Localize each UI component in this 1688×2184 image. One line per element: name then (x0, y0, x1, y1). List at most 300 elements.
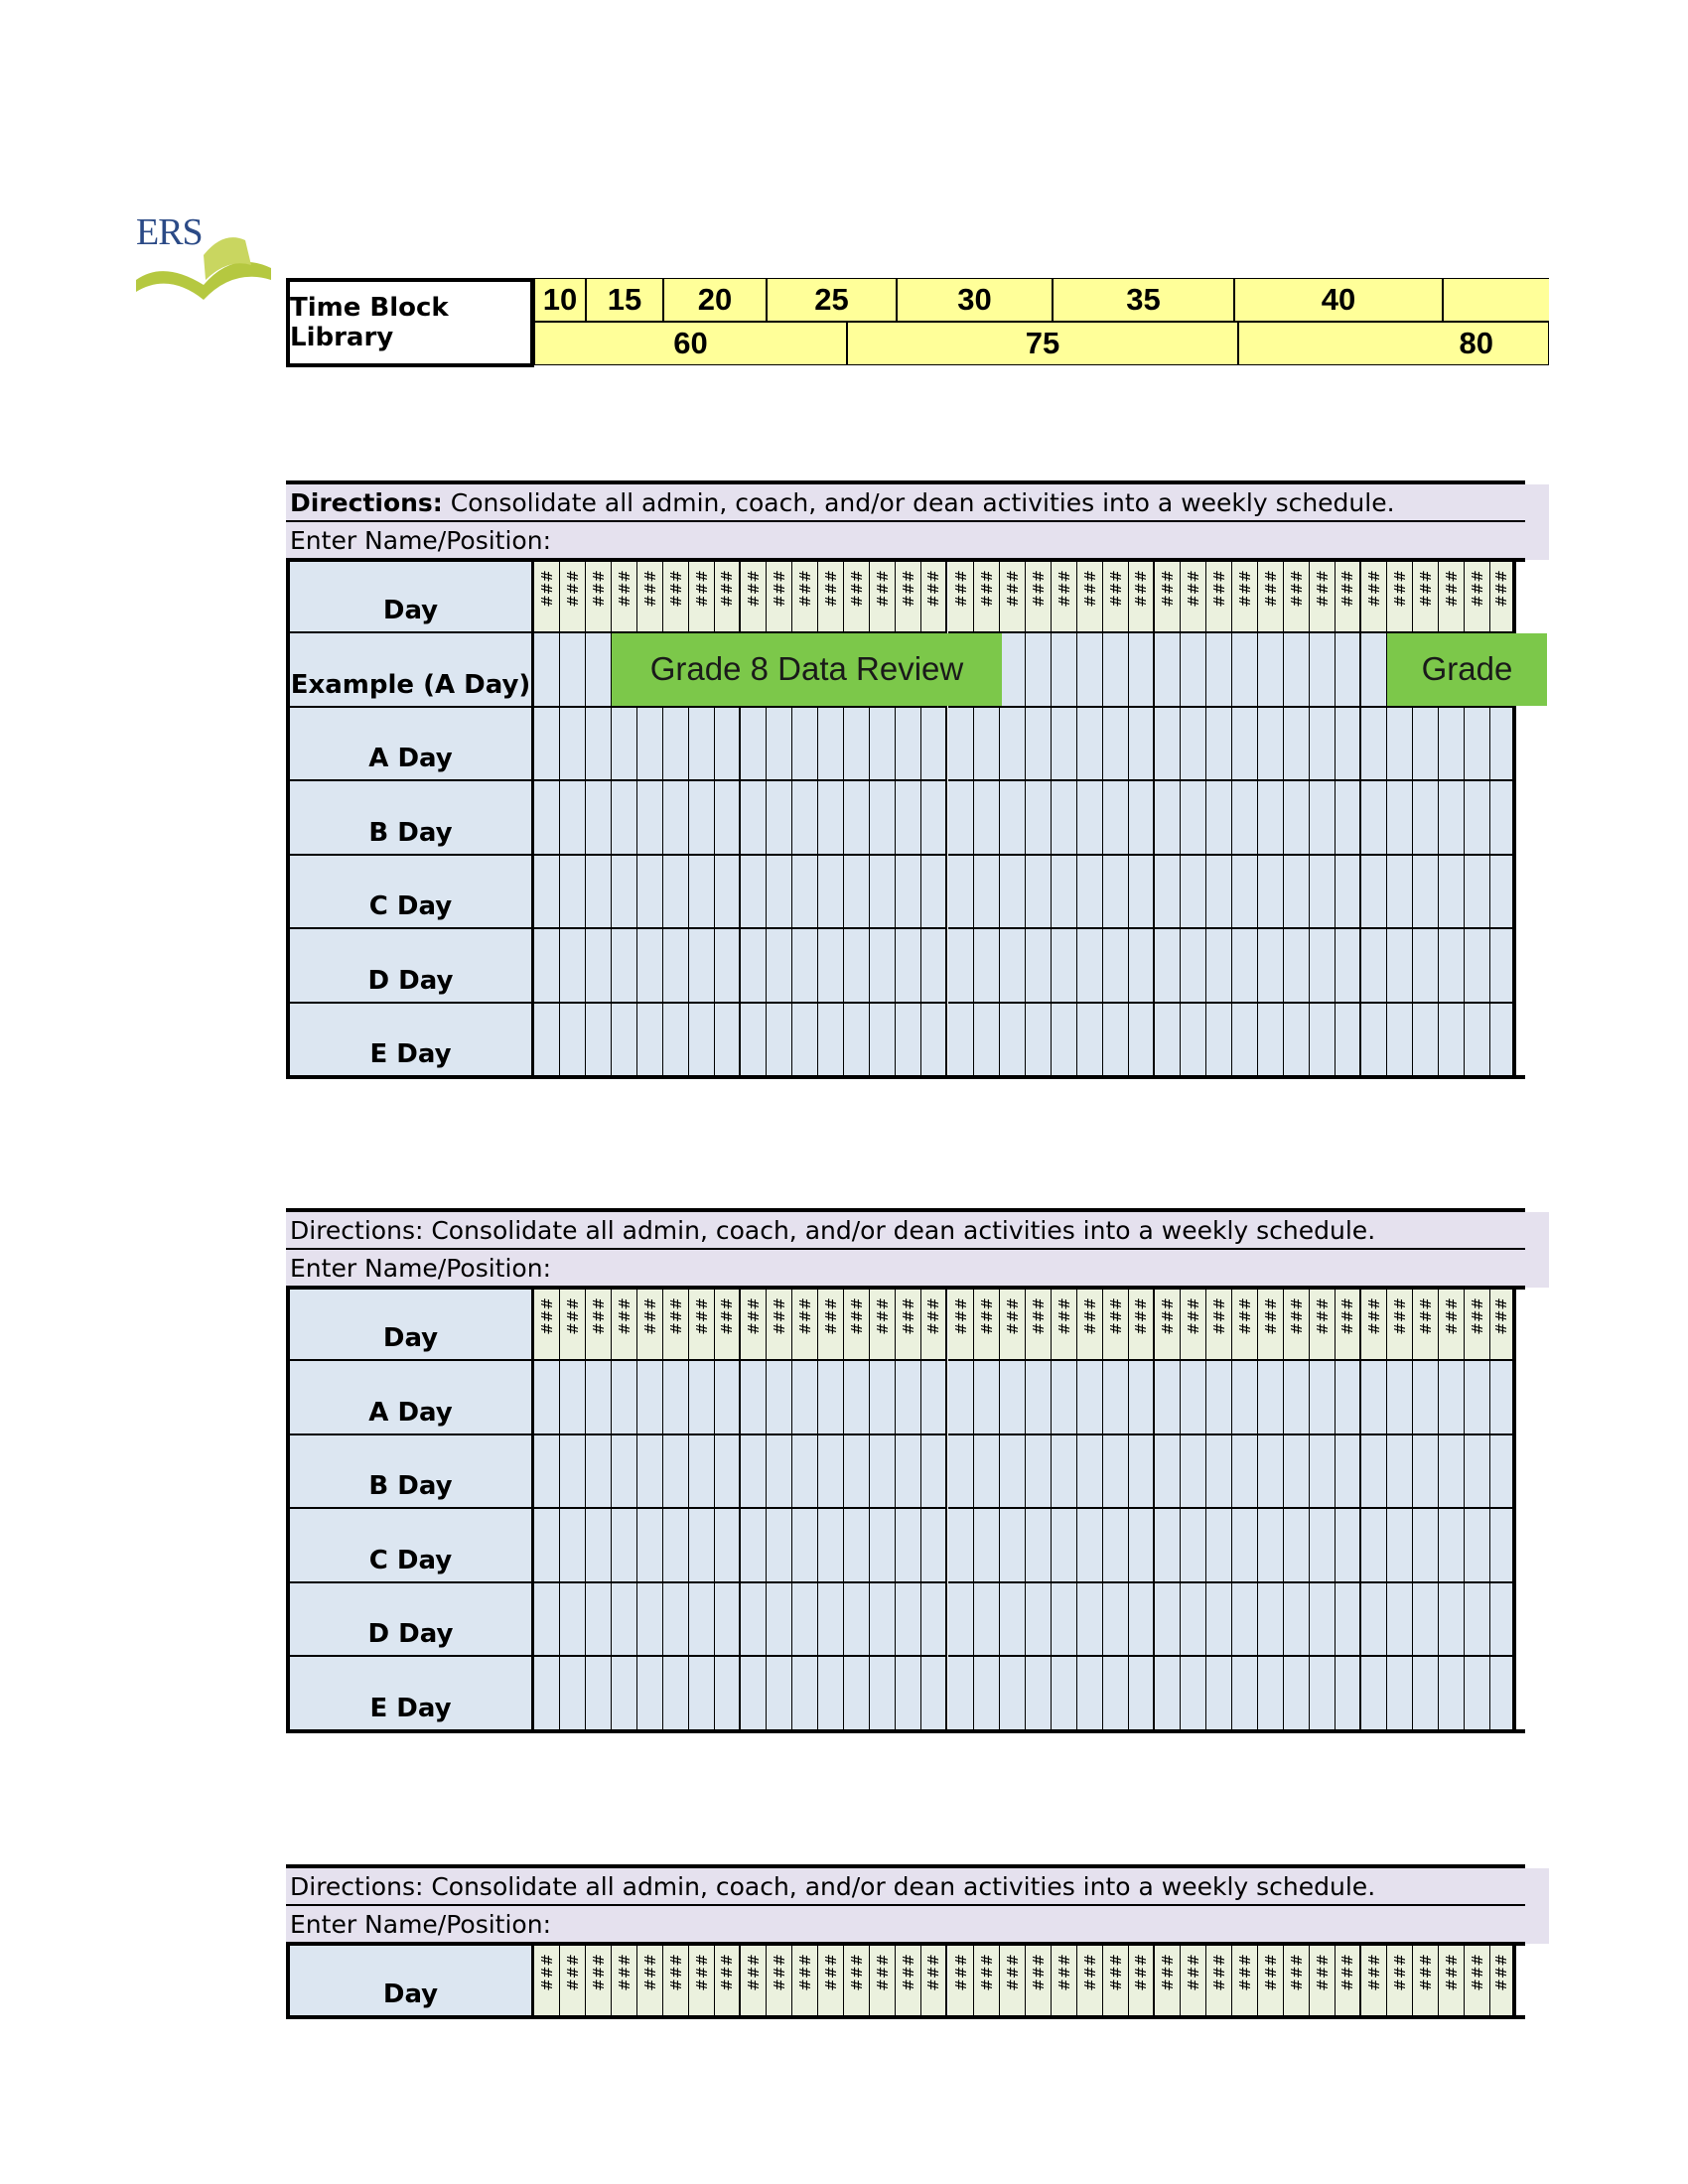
schedule-cell[interactable] (1129, 1509, 1155, 1583)
schedule-cell[interactable] (534, 633, 560, 708)
schedule-cell[interactable] (896, 1583, 921, 1658)
schedule-cell[interactable] (1155, 781, 1181, 856)
schedule-cell[interactable] (1026, 1657, 1052, 1731)
schedule-cell[interactable] (1258, 1435, 1284, 1510)
schedule-cell[interactable] (1103, 781, 1129, 856)
schedule-cell[interactable] (560, 1509, 586, 1583)
schedule-cell[interactable] (1232, 856, 1258, 930)
schedule-cell[interactable] (1206, 1657, 1232, 1731)
schedule-cell[interactable] (1490, 1004, 1516, 1078)
schedule-cell[interactable] (612, 1657, 637, 1731)
schedule-cell[interactable] (1465, 1509, 1490, 1583)
schedule-cell[interactable] (1439, 1657, 1465, 1731)
schedule-cell[interactable] (1387, 929, 1413, 1004)
schedule-cell[interactable] (1284, 1583, 1310, 1658)
schedule-cell[interactable] (1000, 1657, 1026, 1731)
schedule-cell[interactable] (1361, 929, 1387, 1004)
schedule-cell[interactable] (870, 1004, 896, 1078)
schedule-cell[interactable] (921, 929, 947, 1004)
schedule-cell[interactable] (741, 856, 767, 930)
schedule-cell[interactable] (1336, 1583, 1361, 1658)
schedule-cell[interactable] (1026, 781, 1052, 856)
schedule-cell[interactable] (1284, 856, 1310, 930)
schedule-cell[interactable] (1465, 781, 1490, 856)
schedule-cell[interactable] (1181, 633, 1206, 708)
schedule-cell[interactable] (767, 929, 792, 1004)
schedule-cell[interactable] (1413, 1657, 1439, 1731)
schedule-cell[interactable] (637, 708, 663, 782)
schedule-cell[interactable] (948, 1657, 974, 1731)
schedule-cell[interactable] (792, 708, 818, 782)
schedule-cell[interactable] (1361, 708, 1387, 782)
schedule-cell[interactable] (870, 781, 896, 856)
schedule-cell[interactable] (1026, 856, 1052, 930)
schedule-cell[interactable] (741, 1004, 767, 1078)
schedule-cell[interactable] (586, 781, 612, 856)
schedule-cell[interactable] (612, 856, 637, 930)
schedule-cell[interactable] (792, 1435, 818, 1510)
schedule-cell[interactable] (1361, 633, 1387, 708)
schedule-cell[interactable] (1000, 1004, 1026, 1078)
schedule-cell[interactable] (921, 1004, 947, 1078)
schedule-cell[interactable] (1052, 929, 1077, 1004)
schedule-cell[interactable] (1181, 781, 1206, 856)
schedule-cell[interactable] (1413, 1435, 1439, 1510)
schedule-cell[interactable] (534, 856, 560, 930)
schedule-cell[interactable] (767, 781, 792, 856)
schedule-cell[interactable] (1206, 1435, 1232, 1510)
schedule-cell[interactable] (1490, 856, 1516, 930)
schedule-cell[interactable] (1077, 1583, 1103, 1658)
schedule-cell[interactable] (844, 1657, 870, 1731)
schedule-cell[interactable] (1077, 781, 1103, 856)
schedule-cell[interactable] (1232, 708, 1258, 782)
schedule-cell[interactable] (1000, 633, 1026, 708)
schedule-cell[interactable] (792, 1509, 818, 1583)
schedule-cell[interactable] (1439, 1435, 1465, 1510)
schedule-cell[interactable] (1387, 1435, 1413, 1510)
schedule-cell[interactable] (689, 1657, 715, 1731)
schedule-cell[interactable] (1336, 708, 1361, 782)
schedule-cell[interactable] (1284, 633, 1310, 708)
schedule-cell[interactable] (741, 781, 767, 856)
schedule-cell[interactable] (1413, 781, 1439, 856)
schedule-cell[interactable] (1387, 708, 1413, 782)
schedule-cell[interactable] (612, 1583, 637, 1658)
schedule-cell[interactable] (1284, 1435, 1310, 1510)
name-position-input[interactable]: Enter Name/Position: (286, 522, 1549, 560)
schedule-cell[interactable] (715, 1004, 741, 1078)
schedule-cell[interactable] (1155, 1509, 1181, 1583)
schedule-cell[interactable] (1310, 856, 1336, 930)
schedule-cell[interactable] (1284, 1657, 1310, 1731)
schedule-cell[interactable] (767, 708, 792, 782)
schedule-cell[interactable] (560, 1657, 586, 1731)
schedule-cell[interactable] (974, 929, 1000, 1004)
schedule-cell[interactable] (637, 1657, 663, 1731)
schedule-cell[interactable] (741, 708, 767, 782)
schedule-cell[interactable] (921, 1509, 947, 1583)
schedule-cell[interactable] (1258, 1657, 1284, 1731)
schedule-cell[interactable] (1361, 781, 1387, 856)
schedule-cell[interactable] (1232, 1361, 1258, 1435)
schedule-cell[interactable] (586, 1435, 612, 1510)
schedule-cell[interactable] (715, 1583, 741, 1658)
schedule-cell[interactable] (1206, 1361, 1232, 1435)
schedule-cell[interactable] (534, 1361, 560, 1435)
schedule-cell[interactable] (844, 1509, 870, 1583)
schedule-cell[interactable] (1465, 1004, 1490, 1078)
schedule-cell[interactable] (948, 929, 974, 1004)
schedule-cell[interactable] (1077, 633, 1103, 708)
schedule-cell[interactable] (612, 708, 637, 782)
schedule-cell[interactable] (792, 1657, 818, 1731)
schedule-cell[interactable] (1206, 856, 1232, 930)
schedule-cell[interactable] (1284, 708, 1310, 782)
schedule-cell[interactable] (560, 633, 586, 708)
schedule-cell[interactable] (560, 929, 586, 1004)
schedule-cell[interactable] (1439, 1509, 1465, 1583)
schedule-cell[interactable] (586, 1657, 612, 1731)
schedule-cell[interactable] (637, 1583, 663, 1658)
schedule-cell[interactable] (612, 929, 637, 1004)
schedule-cell[interactable] (1103, 633, 1129, 708)
schedule-cell[interactable] (844, 856, 870, 930)
schedule-cell[interactable] (1336, 1435, 1361, 1510)
schedule-cell[interactable] (612, 781, 637, 856)
schedule-cell[interactable] (715, 1361, 741, 1435)
schedule-cell[interactable] (896, 856, 921, 930)
schedule-cell[interactable] (1155, 1657, 1181, 1731)
schedule-cell[interactable] (1052, 1509, 1077, 1583)
schedule-cell[interactable] (818, 1435, 844, 1510)
schedule-cell[interactable] (1336, 1509, 1361, 1583)
schedule-cell[interactable] (1129, 1657, 1155, 1731)
schedule-cell[interactable] (741, 1583, 767, 1658)
schedule-cell[interactable] (1258, 1509, 1284, 1583)
schedule-cell[interactable] (560, 1004, 586, 1078)
schedule-cell[interactable] (1361, 1435, 1387, 1510)
schedule-cell[interactable] (1155, 1435, 1181, 1510)
schedule-cell[interactable] (1310, 633, 1336, 708)
schedule-cell[interactable] (663, 1004, 689, 1078)
schedule-cell[interactable] (560, 1361, 586, 1435)
schedule-cell[interactable] (534, 1583, 560, 1658)
schedule-cell[interactable] (1026, 708, 1052, 782)
schedule-cell[interactable] (1413, 1509, 1439, 1583)
schedule-cell[interactable] (1129, 1004, 1155, 1078)
schedule-cell[interactable] (818, 708, 844, 782)
schedule-cell[interactable] (948, 1004, 974, 1078)
schedule-cell[interactable] (1000, 708, 1026, 782)
schedule-cell[interactable] (1181, 708, 1206, 782)
schedule-cell[interactable] (974, 1361, 1000, 1435)
schedule-cell[interactable] (1258, 1583, 1284, 1658)
schedule-cell[interactable] (1077, 1361, 1103, 1435)
schedule-cell[interactable] (1000, 1435, 1026, 1510)
schedule-cell[interactable] (974, 1004, 1000, 1078)
schedule-cell[interactable] (870, 1657, 896, 1731)
schedule-cell[interactable] (1284, 781, 1310, 856)
schedule-cell[interactable] (1077, 1004, 1103, 1078)
schedule-cell[interactable] (715, 856, 741, 930)
schedule-cell[interactable] (1387, 1657, 1413, 1731)
schedule-cell[interactable] (1052, 708, 1077, 782)
schedule-cell[interactable] (1181, 1004, 1206, 1078)
schedule-cell[interactable] (1439, 1361, 1465, 1435)
schedule-cell[interactable] (1077, 1435, 1103, 1510)
schedule-cell[interactable] (1361, 1509, 1387, 1583)
schedule-cell[interactable] (1077, 856, 1103, 930)
schedule-cell[interactable] (1155, 1361, 1181, 1435)
schedule-cell[interactable] (586, 856, 612, 930)
schedule-cell[interactable] (689, 781, 715, 856)
schedule-cell[interactable] (767, 1583, 792, 1658)
schedule-cell[interactable] (1284, 1361, 1310, 1435)
schedule-cell[interactable] (1258, 929, 1284, 1004)
schedule-cell[interactable] (1439, 929, 1465, 1004)
schedule-cell[interactable] (1439, 856, 1465, 930)
schedule-cell[interactable] (715, 1509, 741, 1583)
schedule-cell[interactable] (1052, 781, 1077, 856)
schedule-cell[interactable] (870, 1583, 896, 1658)
schedule-cell[interactable] (1387, 781, 1413, 856)
schedule-cell[interactable] (767, 1657, 792, 1731)
schedule-cell[interactable] (1181, 1361, 1206, 1435)
schedule-cell[interactable] (1413, 1004, 1439, 1078)
schedule-cell[interactable] (948, 1435, 974, 1510)
schedule-cell[interactable] (1336, 1657, 1361, 1731)
schedule-cell[interactable] (663, 1657, 689, 1731)
schedule-cell[interactable] (948, 1583, 974, 1658)
schedule-cell[interactable] (974, 856, 1000, 930)
schedule-cell[interactable] (1439, 1004, 1465, 1078)
schedule-cell[interactable] (1490, 781, 1516, 856)
name-position-input[interactable]: Enter Name/Position: (286, 1906, 1549, 1944)
schedule-cell[interactable] (767, 1509, 792, 1583)
schedule-cell[interactable] (974, 1657, 1000, 1731)
schedule-cell[interactable] (1490, 1361, 1516, 1435)
schedule-cell[interactable] (1490, 929, 1516, 1004)
schedule-cell[interactable] (792, 856, 818, 930)
schedule-cell[interactable] (1026, 1509, 1052, 1583)
schedule-cell[interactable] (689, 1435, 715, 1510)
schedule-cell[interactable] (1310, 1583, 1336, 1658)
schedule-cell[interactable] (948, 856, 974, 930)
schedule-cell[interactable] (1103, 1361, 1129, 1435)
schedule-cell[interactable] (1206, 1509, 1232, 1583)
schedule-cell[interactable] (1232, 929, 1258, 1004)
schedule-cell[interactable] (974, 708, 1000, 782)
schedule-cell[interactable] (767, 856, 792, 930)
schedule-cell[interactable] (1232, 1435, 1258, 1510)
schedule-cell[interactable] (844, 781, 870, 856)
schedule-cell[interactable] (896, 1361, 921, 1435)
schedule-cell[interactable] (1232, 633, 1258, 708)
schedule-cell[interactable] (1336, 633, 1361, 708)
schedule-cell[interactable] (767, 1435, 792, 1510)
schedule-cell[interactable] (715, 708, 741, 782)
schedule-cell[interactable] (689, 1583, 715, 1658)
schedule-cell[interactable] (818, 1004, 844, 1078)
schedule-cell[interactable] (1258, 633, 1284, 708)
schedule-cell[interactable] (1232, 1004, 1258, 1078)
event-grade-8-data-review[interactable]: Grade 8 Data Review (612, 633, 1002, 706)
schedule-cell[interactable] (1413, 1583, 1439, 1658)
schedule-cell[interactable] (1000, 929, 1026, 1004)
schedule-cell[interactable] (818, 1657, 844, 1731)
schedule-cell[interactable] (844, 708, 870, 782)
schedule-cell[interactable] (1465, 1583, 1490, 1658)
schedule-cell[interactable] (818, 929, 844, 1004)
schedule-cell[interactable] (921, 856, 947, 930)
schedule-cell[interactable] (1103, 1435, 1129, 1510)
schedule-cell[interactable] (1052, 633, 1077, 708)
schedule-cell[interactable] (1052, 1583, 1077, 1658)
schedule-cell[interactable] (663, 1361, 689, 1435)
schedule-cell[interactable] (715, 1657, 741, 1731)
schedule-cell[interactable] (1206, 929, 1232, 1004)
schedule-cell[interactable] (1000, 1361, 1026, 1435)
schedule-cell[interactable] (1026, 1435, 1052, 1510)
schedule-cell[interactable] (1232, 781, 1258, 856)
schedule-cell[interactable] (1387, 1004, 1413, 1078)
schedule-cell[interactable] (1129, 1583, 1155, 1658)
schedule-cell[interactable] (637, 929, 663, 1004)
schedule-cell[interactable] (612, 1004, 637, 1078)
schedule-cell[interactable] (637, 1004, 663, 1078)
schedule-cell[interactable] (896, 929, 921, 1004)
schedule-cell[interactable] (1129, 929, 1155, 1004)
event-grade[interactable]: Grade (1387, 633, 1547, 706)
schedule-cell[interactable] (1413, 929, 1439, 1004)
schedule-cell[interactable] (792, 781, 818, 856)
schedule-cell[interactable] (948, 1509, 974, 1583)
schedule-cell[interactable] (715, 781, 741, 856)
schedule-cell[interactable] (1181, 1583, 1206, 1658)
schedule-cell[interactable] (844, 929, 870, 1004)
schedule-cell[interactable] (586, 929, 612, 1004)
schedule-cell[interactable] (921, 1435, 947, 1510)
schedule-cell[interactable] (896, 1657, 921, 1731)
schedule-cell[interactable] (741, 1361, 767, 1435)
schedule-cell[interactable] (844, 1004, 870, 1078)
schedule-cell[interactable] (1490, 708, 1516, 782)
schedule-cell[interactable] (741, 929, 767, 1004)
schedule-cell[interactable] (715, 1435, 741, 1510)
schedule-cell[interactable] (1206, 1004, 1232, 1078)
schedule-cell[interactable] (534, 1004, 560, 1078)
schedule-cell[interactable] (948, 781, 974, 856)
schedule-cell[interactable] (637, 1509, 663, 1583)
schedule-cell[interactable] (1336, 929, 1361, 1004)
schedule-cell[interactable] (1129, 1361, 1155, 1435)
schedule-cell[interactable] (1206, 1583, 1232, 1658)
schedule-cell[interactable] (1052, 1361, 1077, 1435)
schedule-cell[interactable] (1052, 1657, 1077, 1731)
schedule-cell[interactable] (689, 1509, 715, 1583)
schedule-cell[interactable] (1155, 1583, 1181, 1658)
schedule-cell[interactable] (637, 1435, 663, 1510)
schedule-cell[interactable] (663, 1583, 689, 1658)
schedule-cell[interactable] (1155, 1004, 1181, 1078)
schedule-cell[interactable] (1052, 856, 1077, 930)
schedule-cell[interactable] (1413, 1361, 1439, 1435)
schedule-cell[interactable] (1310, 1509, 1336, 1583)
schedule-cell[interactable] (1258, 708, 1284, 782)
schedule-cell[interactable] (741, 1435, 767, 1510)
schedule-cell[interactable] (1465, 856, 1490, 930)
schedule-cell[interactable] (1000, 781, 1026, 856)
schedule-cell[interactable] (870, 856, 896, 930)
schedule-cell[interactable] (844, 1361, 870, 1435)
schedule-cell[interactable] (818, 1509, 844, 1583)
schedule-cell[interactable] (1490, 1435, 1516, 1510)
schedule-cell[interactable] (1103, 929, 1129, 1004)
schedule-cell[interactable] (689, 1361, 715, 1435)
schedule-cell[interactable] (974, 1509, 1000, 1583)
schedule-cell[interactable] (896, 1435, 921, 1510)
schedule-cell[interactable] (1387, 1361, 1413, 1435)
schedule-cell[interactable] (1129, 1435, 1155, 1510)
schedule-cell[interactable] (1258, 781, 1284, 856)
schedule-cell[interactable] (663, 781, 689, 856)
schedule-cell[interactable] (921, 1657, 947, 1731)
schedule-cell[interactable] (1232, 1509, 1258, 1583)
schedule-cell[interactable] (974, 1435, 1000, 1510)
schedule-cell[interactable] (896, 781, 921, 856)
schedule-cell[interactable] (792, 1004, 818, 1078)
schedule-cell[interactable] (1000, 1583, 1026, 1658)
schedule-cell[interactable] (1052, 1004, 1077, 1078)
schedule-cell[interactable] (1077, 708, 1103, 782)
schedule-cell[interactable] (1129, 708, 1155, 782)
schedule-cell[interactable] (870, 1435, 896, 1510)
schedule-cell[interactable] (896, 1509, 921, 1583)
schedule-cell[interactable] (741, 1657, 767, 1731)
schedule-cell[interactable] (1103, 856, 1129, 930)
schedule-cell[interactable] (1439, 708, 1465, 782)
schedule-cell[interactable] (1258, 1361, 1284, 1435)
schedule-cell[interactable] (612, 1509, 637, 1583)
schedule-cell[interactable] (1155, 633, 1181, 708)
schedule-cell[interactable] (1000, 1509, 1026, 1583)
schedule-cell[interactable] (1310, 929, 1336, 1004)
schedule-cell[interactable] (534, 1509, 560, 1583)
schedule-cell[interactable] (1336, 1004, 1361, 1078)
schedule-cell[interactable] (1155, 929, 1181, 1004)
schedule-cell[interactable] (1026, 1361, 1052, 1435)
schedule-cell[interactable] (1206, 781, 1232, 856)
schedule-cell[interactable] (1103, 1004, 1129, 1078)
schedule-cell[interactable] (612, 1361, 637, 1435)
schedule-cell[interactable] (1387, 1583, 1413, 1658)
schedule-cell[interactable] (1026, 1583, 1052, 1658)
schedule-cell[interactable] (896, 708, 921, 782)
schedule-cell[interactable] (689, 708, 715, 782)
schedule-cell[interactable] (1361, 1004, 1387, 1078)
schedule-cell[interactable] (767, 1361, 792, 1435)
schedule-cell[interactable] (560, 1435, 586, 1510)
schedule-cell[interactable] (1465, 1435, 1490, 1510)
schedule-cell[interactable] (586, 708, 612, 782)
schedule-cell[interactable] (560, 781, 586, 856)
schedule-cell[interactable] (1026, 929, 1052, 1004)
schedule-cell[interactable] (586, 1004, 612, 1078)
schedule-cell[interactable] (534, 929, 560, 1004)
schedule-cell[interactable] (1387, 1509, 1413, 1583)
schedule-cell[interactable] (1310, 1361, 1336, 1435)
